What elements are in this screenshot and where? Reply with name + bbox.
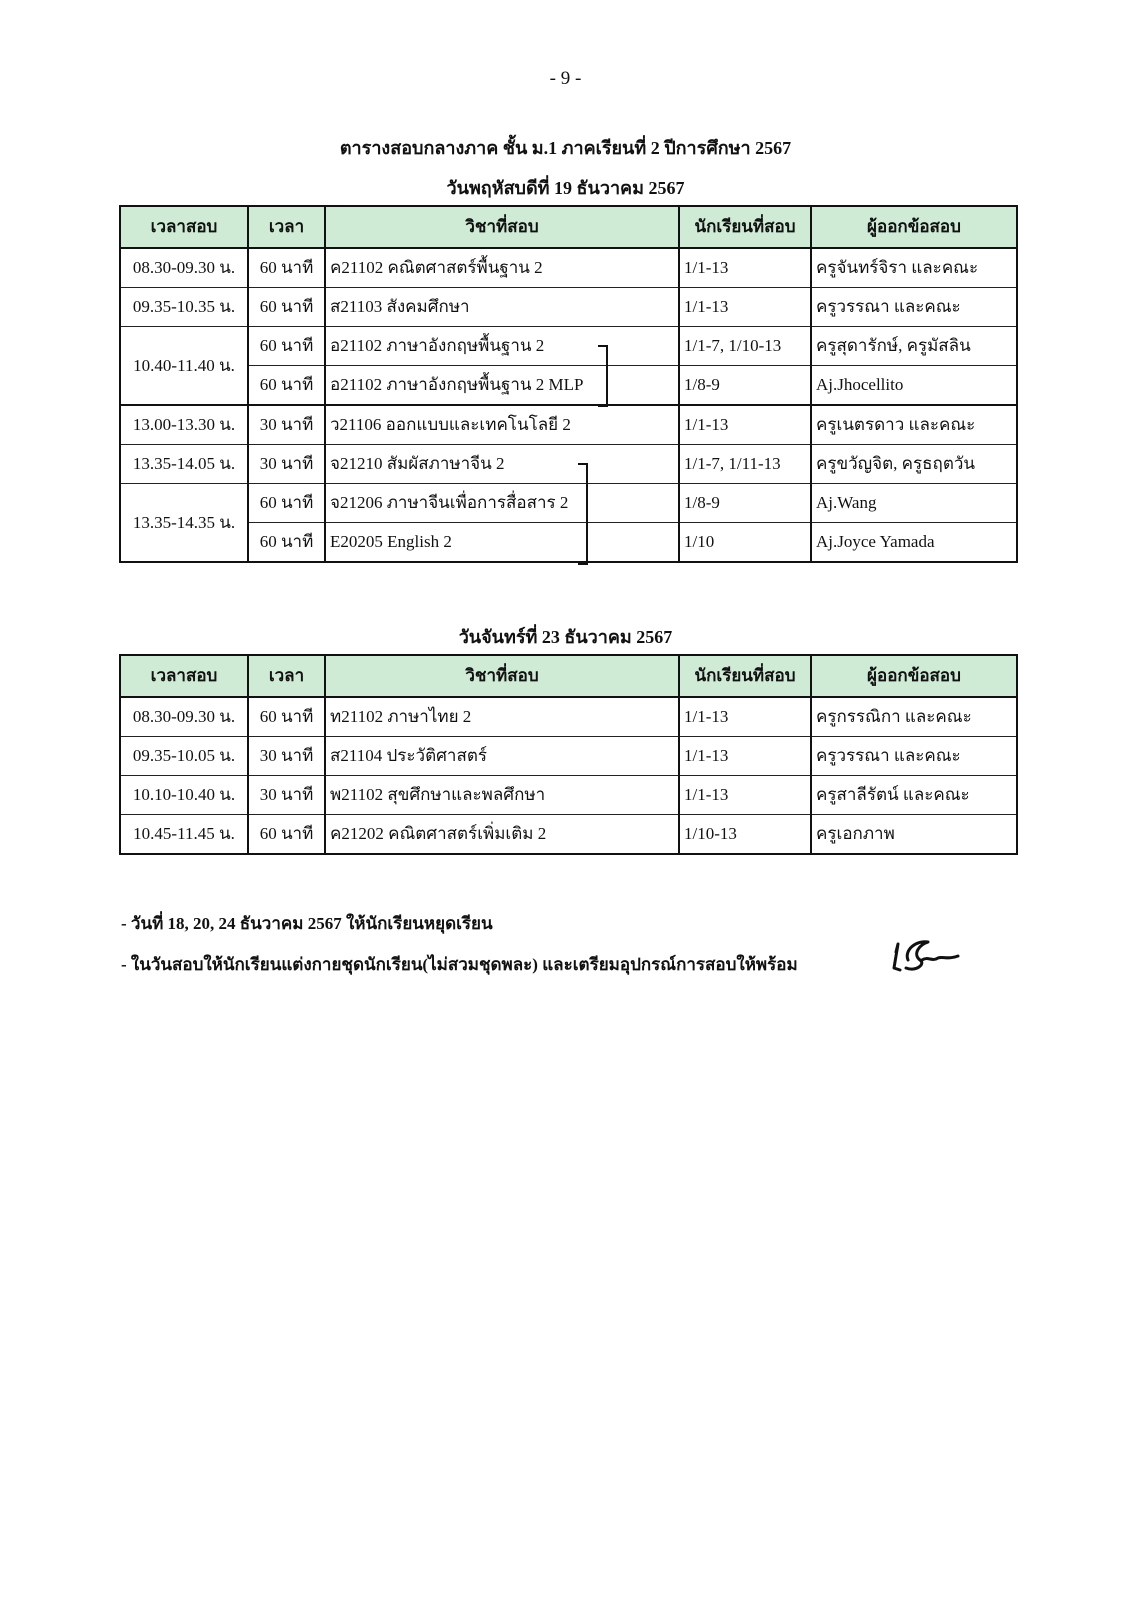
table-header-row <box>120 206 1017 248</box>
table-row <box>120 776 1017 815</box>
document-title: ตารางสอบกลางภาค ชั้น ม.1 ภาคเรียนที่ 2 ปีการศึกษา 2567 <box>339 138 792 158</box>
examiner: ครูจันทร์จิรา และคณะ <box>811 248 1017 288</box>
subject <box>325 327 679 366</box>
subject: ค21202 คณิตศาสตร์เพิ่มเติม 2 <box>325 815 679 855</box>
duration: 30 นาที <box>248 405 325 445</box>
duration: 60 นาที <box>248 366 325 406</box>
exam-time: 10.45-11.45 น. <box>120 815 248 855</box>
exam-time: 13.35-14.35 น. <box>120 484 248 563</box>
table-row <box>120 327 1017 366</box>
table-row <box>120 484 1017 523</box>
header-subject: วิชาที่สอบ <box>325 655 679 697</box>
examiner: Aj.Wang <box>811 484 1017 523</box>
exam-time: 13.35-14.05 น. <box>120 445 248 484</box>
day1-schedule-table <box>119 205 1018 563</box>
students: 1/1-13 <box>679 248 811 288</box>
duration: 60 นาที <box>248 697 325 737</box>
students: 1/8-9 <box>679 484 811 523</box>
students: 1/10 <box>679 523 811 563</box>
table-row <box>120 366 1017 406</box>
subject: ส21103 สังคมศึกษา <box>325 288 679 327</box>
exam-time: 13.00-13.30 น. <box>120 405 248 445</box>
duration: 30 นาที <box>248 445 325 484</box>
exam-time: 10.40-11.40 น. <box>120 327 248 406</box>
examiner: ครูวรรณา และคณะ <box>811 288 1017 327</box>
exam-time: 09.35-10.05 น. <box>120 737 248 776</box>
header-subject: วิชาที่สอบ <box>325 206 679 248</box>
subject: จ21206 ภาษาจีนเพื่อการสื่อสาร 2 <box>325 484 679 523</box>
students: 1/10-13 <box>679 815 811 855</box>
table-row <box>120 697 1017 737</box>
students: 1/1-13 <box>679 697 811 737</box>
header-students: นักเรียนที่สอบ <box>679 206 811 248</box>
table-row <box>120 815 1017 855</box>
exam-time: 08.30-09.30 น. <box>120 697 248 737</box>
table-row <box>120 523 1017 563</box>
subject: ท21102 ภาษาไทย 2 <box>325 697 679 737</box>
header-exam-time: เวลาสอบ <box>120 655 248 697</box>
duration: 30 นาที <box>248 776 325 815</box>
subject <box>325 445 679 484</box>
exam-time: 09.35-10.35 น. <box>120 288 248 327</box>
subject: E20205 English 2 <box>325 523 679 563</box>
header-duration: เวลา <box>248 206 325 248</box>
examiner: Aj.Jhocellito <box>811 366 1017 406</box>
header-examiner: ผู้ออกข้อสอบ <box>811 655 1017 697</box>
examiner: ครูกรรณิกา และคณะ <box>811 697 1017 737</box>
students: 1/1-13 <box>679 737 811 776</box>
students: 1/8-9 <box>679 366 811 406</box>
students: 1/1-13 <box>679 405 811 445</box>
header-examiner: ผู้ออกข้อสอบ <box>811 206 1017 248</box>
subject: อ21102 ภาษาอังกฤษพื้นฐาน 2 MLP <box>325 366 679 406</box>
examiner: ครูสุดารักษ์, ครูมัสลิน <box>811 327 1017 366</box>
students: 1/1-7, 1/11-13 <box>679 445 811 484</box>
subject: ค21102 คณิตศาสตร์พื้นฐาน 2 <box>325 248 679 288</box>
header-exam-time: เวลาสอบ <box>120 206 248 248</box>
note-holidays: - วันที่ 18, 20, 24 ธันวาคม 2567 ให้นักเรียนหยุดเรียน <box>121 914 493 933</box>
header-students: นักเรียนที่สอบ <box>679 655 811 697</box>
page-number: - 9 - <box>549 68 582 89</box>
duration: 60 นาที <box>248 523 325 563</box>
duration: 60 นาที <box>248 484 325 523</box>
subject-text: อ21102 ภาษาอังกฤษพื้นฐาน 2 <box>330 336 545 355</box>
examiner: ครูวรรณา และคณะ <box>811 737 1017 776</box>
students: 1/1-13 <box>679 776 811 815</box>
exam-time: 10.10-10.40 น. <box>120 776 248 815</box>
duration: 60 นาที <box>248 815 325 855</box>
duration: 60 นาที <box>248 288 325 327</box>
examiner: ครูเนตรดาว และคณะ <box>811 405 1017 445</box>
note-uniform: - ในวันสอบให้นักเรียนแต่งกายชุดนักเรียน(ไม่สวมชุดพละ) และเตรียมอุปกรณ์การสอบให้พร้อม <box>121 955 798 974</box>
day1-title: วันพฤหัสบดีที่ 19 ธันวาคม 2567 <box>446 178 685 198</box>
table-row <box>120 405 1017 445</box>
examiner: ครูเอกภาพ <box>811 815 1017 855</box>
header-duration: เวลา <box>248 655 325 697</box>
examiner: ครูขวัญจิต, ครูธฤตวัน <box>811 445 1017 484</box>
subject: พ21102 สุขศึกษาและพลศึกษา <box>325 776 679 815</box>
students: 1/1-13 <box>679 288 811 327</box>
examiner: Aj.Joyce Yamada <box>811 523 1017 563</box>
examiner: ครูสาลีรัตน์ และคณะ <box>811 776 1017 815</box>
table-row <box>120 248 1017 288</box>
exam-time: 08.30-09.30 น. <box>120 248 248 288</box>
table-row <box>120 445 1017 484</box>
day2-title: วันจันทร์ที่ 23 ธันวาคม 2567 <box>458 627 673 647</box>
table-header-row <box>120 655 1017 697</box>
day2-schedule-table <box>119 654 1018 855</box>
subject-text: จ21210 สัมผัสภาษาจีน 2 <box>330 454 505 473</box>
table-row <box>120 737 1017 776</box>
subject: ว21106 ออกแบบและเทคโนโลยี 2 <box>325 405 679 445</box>
subject: ส21104 ประวัติศาสตร์ <box>325 737 679 776</box>
students: 1/1-7, 1/10-13 <box>679 327 811 366</box>
signature-icon <box>886 930 966 975</box>
table-row <box>120 288 1017 327</box>
duration: 30 นาที <box>248 737 325 776</box>
duration: 60 นาที <box>248 248 325 288</box>
duration: 60 นาที <box>248 327 325 366</box>
